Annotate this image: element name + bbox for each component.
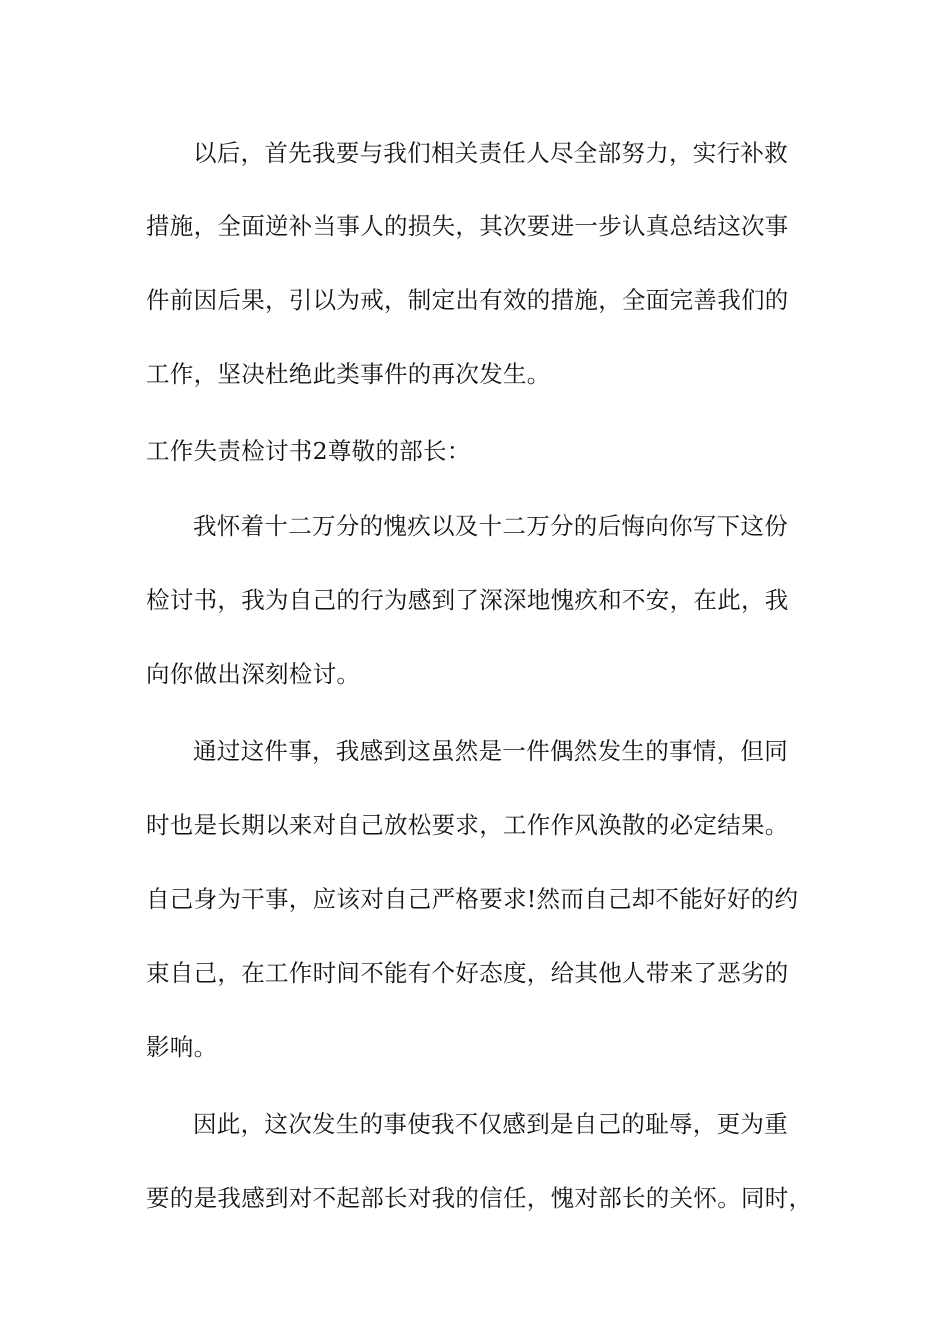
paragraph-line: 工作，坚决杜绝此类事件的再次发生。 (146, 360, 551, 388)
paragraph-line: 措施，全面逆补当事人的损失，其次要进一步认真总结这次事 (146, 212, 789, 240)
paragraph-line: 束自己，在工作时间不能有个好态度，给其他人带来了恶劣的 (146, 959, 789, 987)
section-heading: 工作失责检讨书2尊敬的部长： (146, 437, 471, 465)
paragraph-line: 时也是长期以来对自己放松要求，工作作风涣散的必定结果。 (146, 811, 789, 839)
paragraph-line: 件前因后果，引以为戒，制定出有效的措施，全面完善我们的 (146, 286, 789, 314)
paragraph-line: 通过这件事，我感到这虽然是一件偶然发生的事情，但同 (193, 737, 788, 765)
paragraph-line: 我怀着十二万分的愧疚以及十二万分的后悔向你写下这份 (193, 512, 788, 540)
paragraph-line: 要的是我感到对不起部长对我的信任，愧对部长的关怀。同时， (146, 1184, 813, 1212)
paragraph-line: 自己身为干事，应该对自己严格要求!然而自己却不能好好的约 (146, 885, 799, 913)
paragraph-line: 以后，首先我要与我们相关责任人尽全部努力，实行补救 (193, 139, 788, 167)
paragraph-line: 向你做出深刻检讨。 (146, 660, 361, 688)
paragraph-line: 因此，这次发生的事使我不仅感到是自己的耻辱，更为重 (193, 1110, 788, 1138)
paragraph-line: 影响。 (146, 1033, 218, 1061)
paragraph-line: 检讨书，我为自己的行为感到了深深地愧疚和不安，在此，我 (146, 586, 789, 614)
